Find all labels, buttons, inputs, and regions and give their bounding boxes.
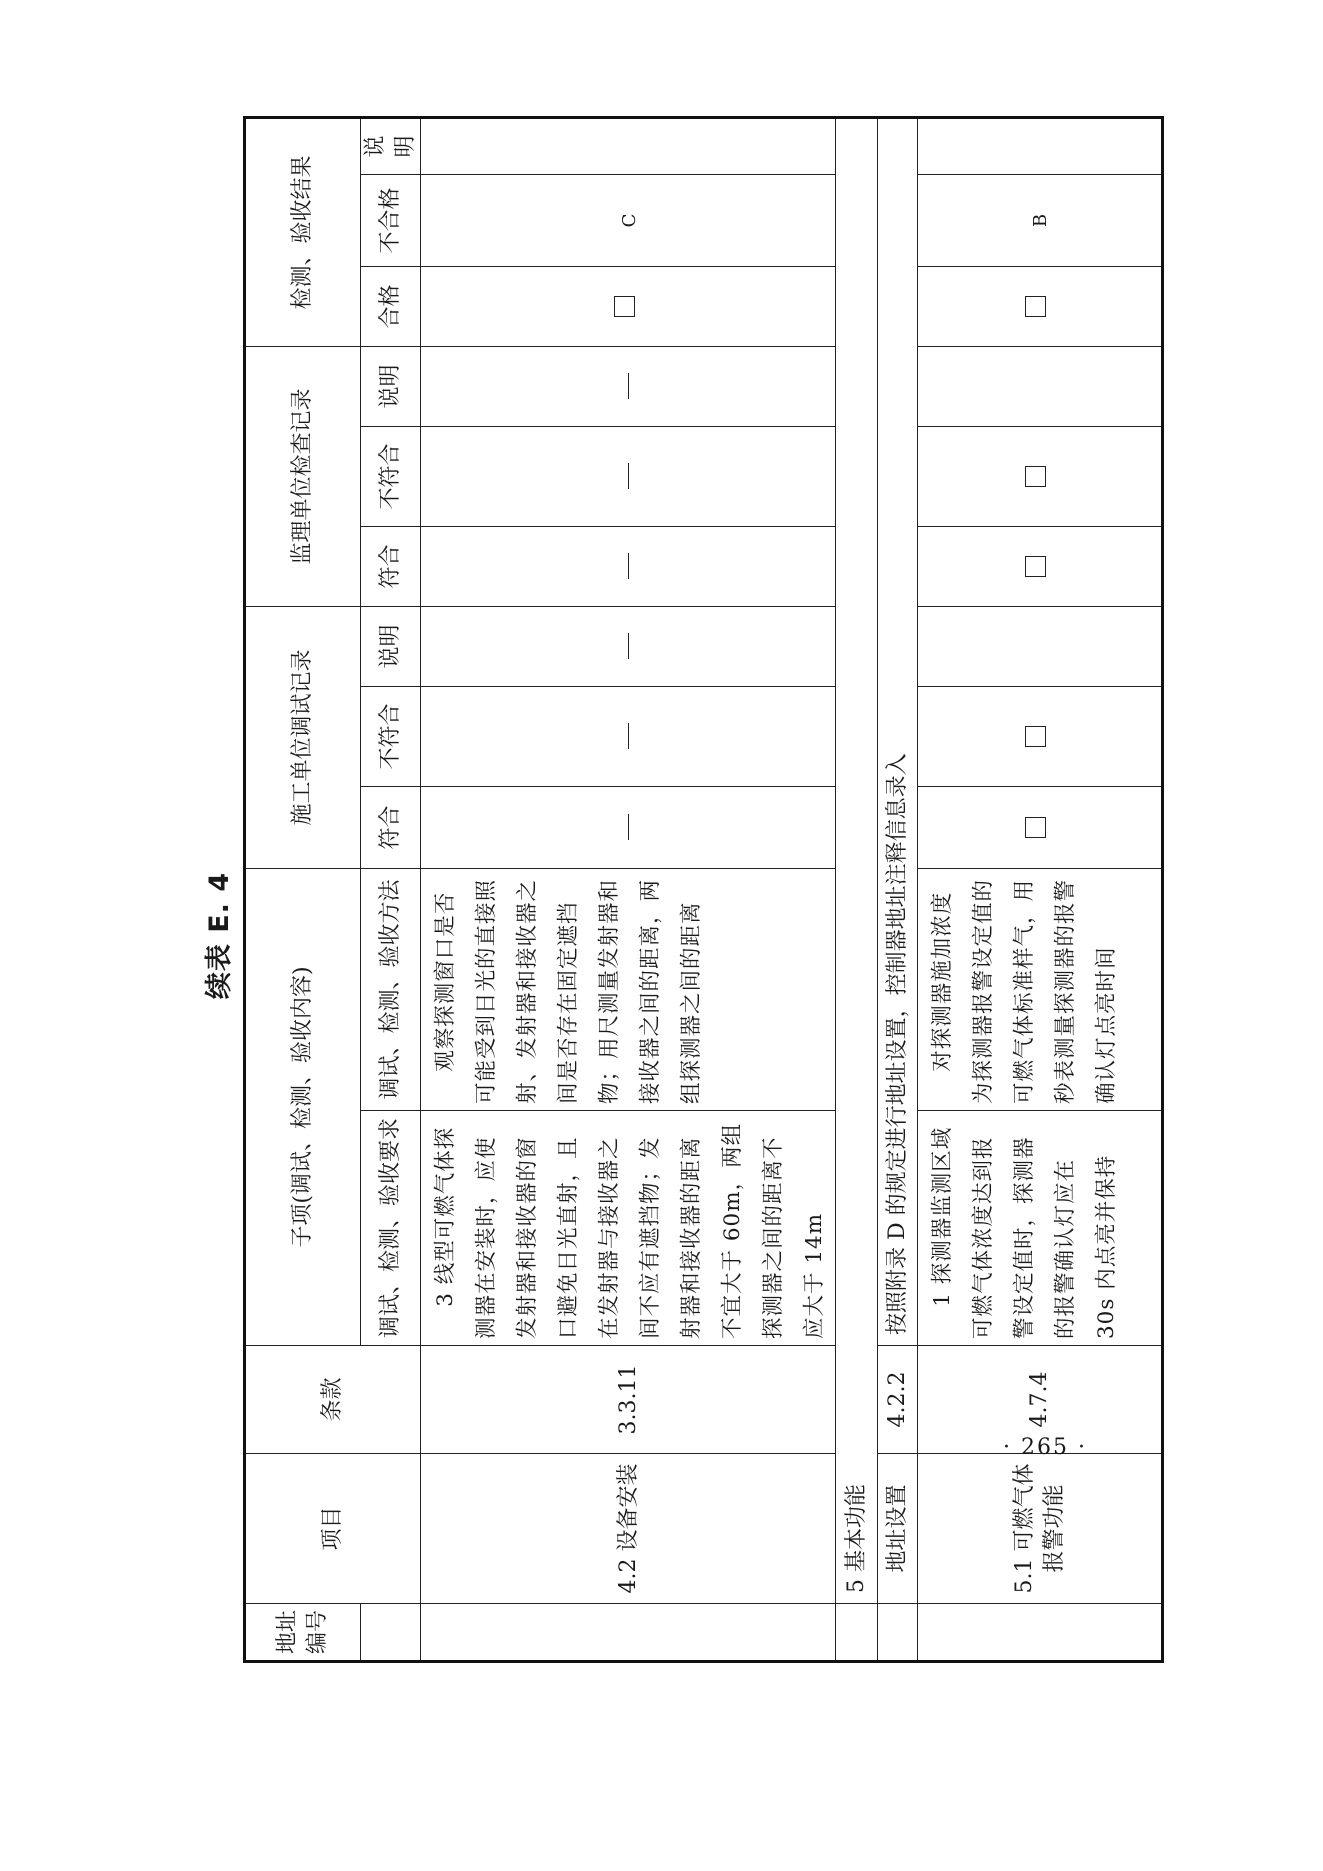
address-project: 地址设置 [878,1454,918,1604]
alarm-project: 5.1 可燃气体报警功能 [918,1454,1163,1604]
alarm-r-note [918,117,1163,174]
header-r-pass: 合格 [361,266,421,346]
table-row-install [421,117,836,1661]
header-requirement: 调试、检测、验收要求 [361,1111,421,1346]
header-result: 检测、验收结果 [245,117,361,346]
header-clause: 条款 [245,1346,421,1454]
section-address [836,1604,878,1662]
header-method: 调试、检测、验收方法 [361,868,421,1110]
table-row-alarm [918,117,1163,1661]
header-address-blank [361,1604,421,1662]
header-s-conform: 符合 [361,526,421,606]
alarm-s-note [918,346,1163,426]
install-project: 4.2 设备安装 [421,1454,836,1604]
header-supervision: 监理单位检查记录 [245,346,361,606]
alarm-requirement: 1 探测器监测区域可燃气体浓度达到报警设定值时，探测器的报警确认灯应在 30s 内点亮并保持 [918,1111,1163,1346]
install-s-note [421,346,836,426]
install-address [421,1604,836,1662]
address-clause: 4.2.2 [878,1346,918,1454]
install-s-conform [421,526,836,606]
header-project: 项目 [245,1454,421,1604]
install-r-pass[interactable] [421,266,836,346]
acceptance-table [243,116,1164,1663]
checkbox-icon[interactable] [614,296,635,317]
alarm-c-conform[interactable] [918,786,1163,868]
header-subitem: 子项(调试、检测、验收内容) [245,868,361,1345]
alarm-r-pass[interactable] [918,266,1163,346]
header-c-conform: 符合 [361,786,421,868]
table-title: 续表 E. 4 [204,871,235,1000]
alarm-method: 对探测器施加浓度为探测器报警设定值的可燃气体标准样气，用秒表测量探测器的报警确认灯点亮时间 [918,868,1163,1110]
install-requirement: 3 线型可燃气体探测器在安装时，应使发射器和接收器的窗口避免日光直射，且在发射器与接收器之间不应有遮挡物；发射器和接收器的距离不宜大于 60m，两组探测器之间的距离不应大于 14m [421,1111,836,1346]
install-r-note [421,117,836,174]
checkbox-icon[interactable] [1025,296,1046,317]
header-s-nonconform: 不符合 [361,426,421,526]
checkbox-icon[interactable] [1025,726,1046,747]
checkbox-icon[interactable] [1025,556,1046,577]
install-c-nonconform [421,686,836,786]
checkbox-icon[interactable] [1025,817,1046,838]
install-method: 观察探测窗口是否可能受到日光的直接照射、发射器和接收器之间是否存在固定遮挡物；用尺测量发射器和接收器之间的距离，两组探测器之间的距离 [421,868,836,1110]
checkbox-icon[interactable] [1025,466,1046,487]
header-construction: 施工单位调试记录 [245,606,361,868]
header-s-note: 说明 [361,346,421,426]
install-r-fail: C [421,174,836,266]
install-clause: 3.3.11 [421,1346,836,1454]
header-address: 地址编号 [245,1604,361,1662]
address-address [878,1604,918,1662]
header-c-note: 说明 [361,606,421,686]
alarm-s-conform[interactable] [918,526,1163,606]
install-c-note [421,606,836,686]
header-c-nonconform: 不符合 [361,686,421,786]
header-r-note: 说明 [361,117,421,174]
table-row-section [836,117,878,1661]
alarm-c-nonconform[interactable] [918,686,1163,786]
header-r-fail: 不合格 [361,174,421,266]
address-text: 按照附录 D 的规定进行地址设置，控制器地址注释信息录入 [878,117,918,1345]
alarm-c-note [918,606,1163,686]
section-basic-function: 5 基本功能 [836,117,878,1603]
alarm-r-fail: B [918,174,1163,266]
install-s-nonconform [421,426,836,526]
install-c-conform [421,786,836,868]
table-row-address [878,117,918,1661]
alarm-s-nonconform[interactable] [918,426,1163,526]
alarm-clause: 4.7.4 [918,1346,1163,1454]
page-number: · 265 · [1003,1435,1087,1460]
alarm-address [918,1604,1163,1662]
